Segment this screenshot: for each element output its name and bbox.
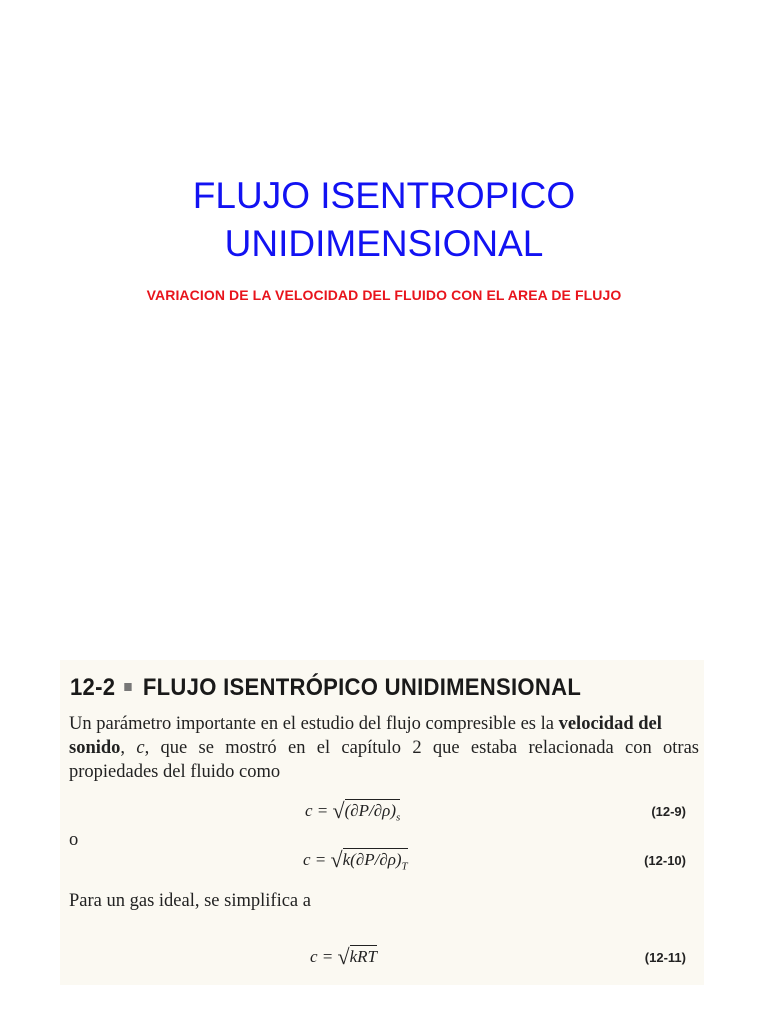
equation-radicand: kRT xyxy=(349,947,377,966)
variable-c: c xyxy=(136,738,145,758)
equation-radicand xyxy=(344,799,401,824)
radicand-text: k(∂P/∂ρ) xyxy=(342,850,402,869)
intro-paragraph xyxy=(69,712,699,784)
subscript: T xyxy=(401,860,408,873)
bold-term: velocidad del xyxy=(558,714,662,734)
slide-title-line1: FLUJO ISENTROPICO xyxy=(192,175,576,216)
sqrt-icon: √ xyxy=(332,798,345,823)
equation-number: (12-11) xyxy=(644,950,686,965)
radicand-text: (∂P/∂ρ) xyxy=(344,801,396,820)
equation-number: (12-10) xyxy=(644,853,686,868)
equation-lhs: c = xyxy=(303,850,331,869)
equation-12-11 xyxy=(310,942,377,968)
section-title: FLUJO ISENTRÓPICO UNIDIMENSIONAL xyxy=(142,674,582,701)
equation-lhs: c = xyxy=(310,947,338,966)
equation-lhs: c = xyxy=(305,801,333,820)
paragraph-text: , que se mostró en el capítulo 2 que estaba relacionada con otras propiedades del fluido como xyxy=(69,738,700,782)
sqrt-icon: √ xyxy=(330,847,343,872)
equation-12-10 xyxy=(303,845,408,872)
slide-subtitle: VARIACION DE LA VELOCIDAD DEL FLUIDO CON EL AREA DE FLUJO xyxy=(146,287,622,303)
textbook-excerpt xyxy=(60,660,704,985)
slide-title xyxy=(0,172,768,268)
equation-number: (12-9) xyxy=(651,804,686,819)
slide-title-line2: UNIDIMENSIONAL xyxy=(224,223,544,264)
section-number: 12-2 xyxy=(70,674,116,701)
equation-radicand xyxy=(342,848,408,873)
paragraph-text: , xyxy=(120,738,137,758)
square-bullet-icon xyxy=(125,683,132,691)
paragraph-text: Un parámetro importante en el estudio del flujo compresible es la xyxy=(69,714,559,734)
connector-text: o xyxy=(69,830,79,850)
sqrt-icon: √ xyxy=(337,944,350,969)
ideal-gas-text: Para un gas ideal, se simplifica a xyxy=(69,891,311,911)
equation-12-9 xyxy=(305,796,400,823)
subscript: s xyxy=(396,811,401,824)
bold-term: sonido xyxy=(69,738,121,758)
section-heading xyxy=(70,674,581,702)
